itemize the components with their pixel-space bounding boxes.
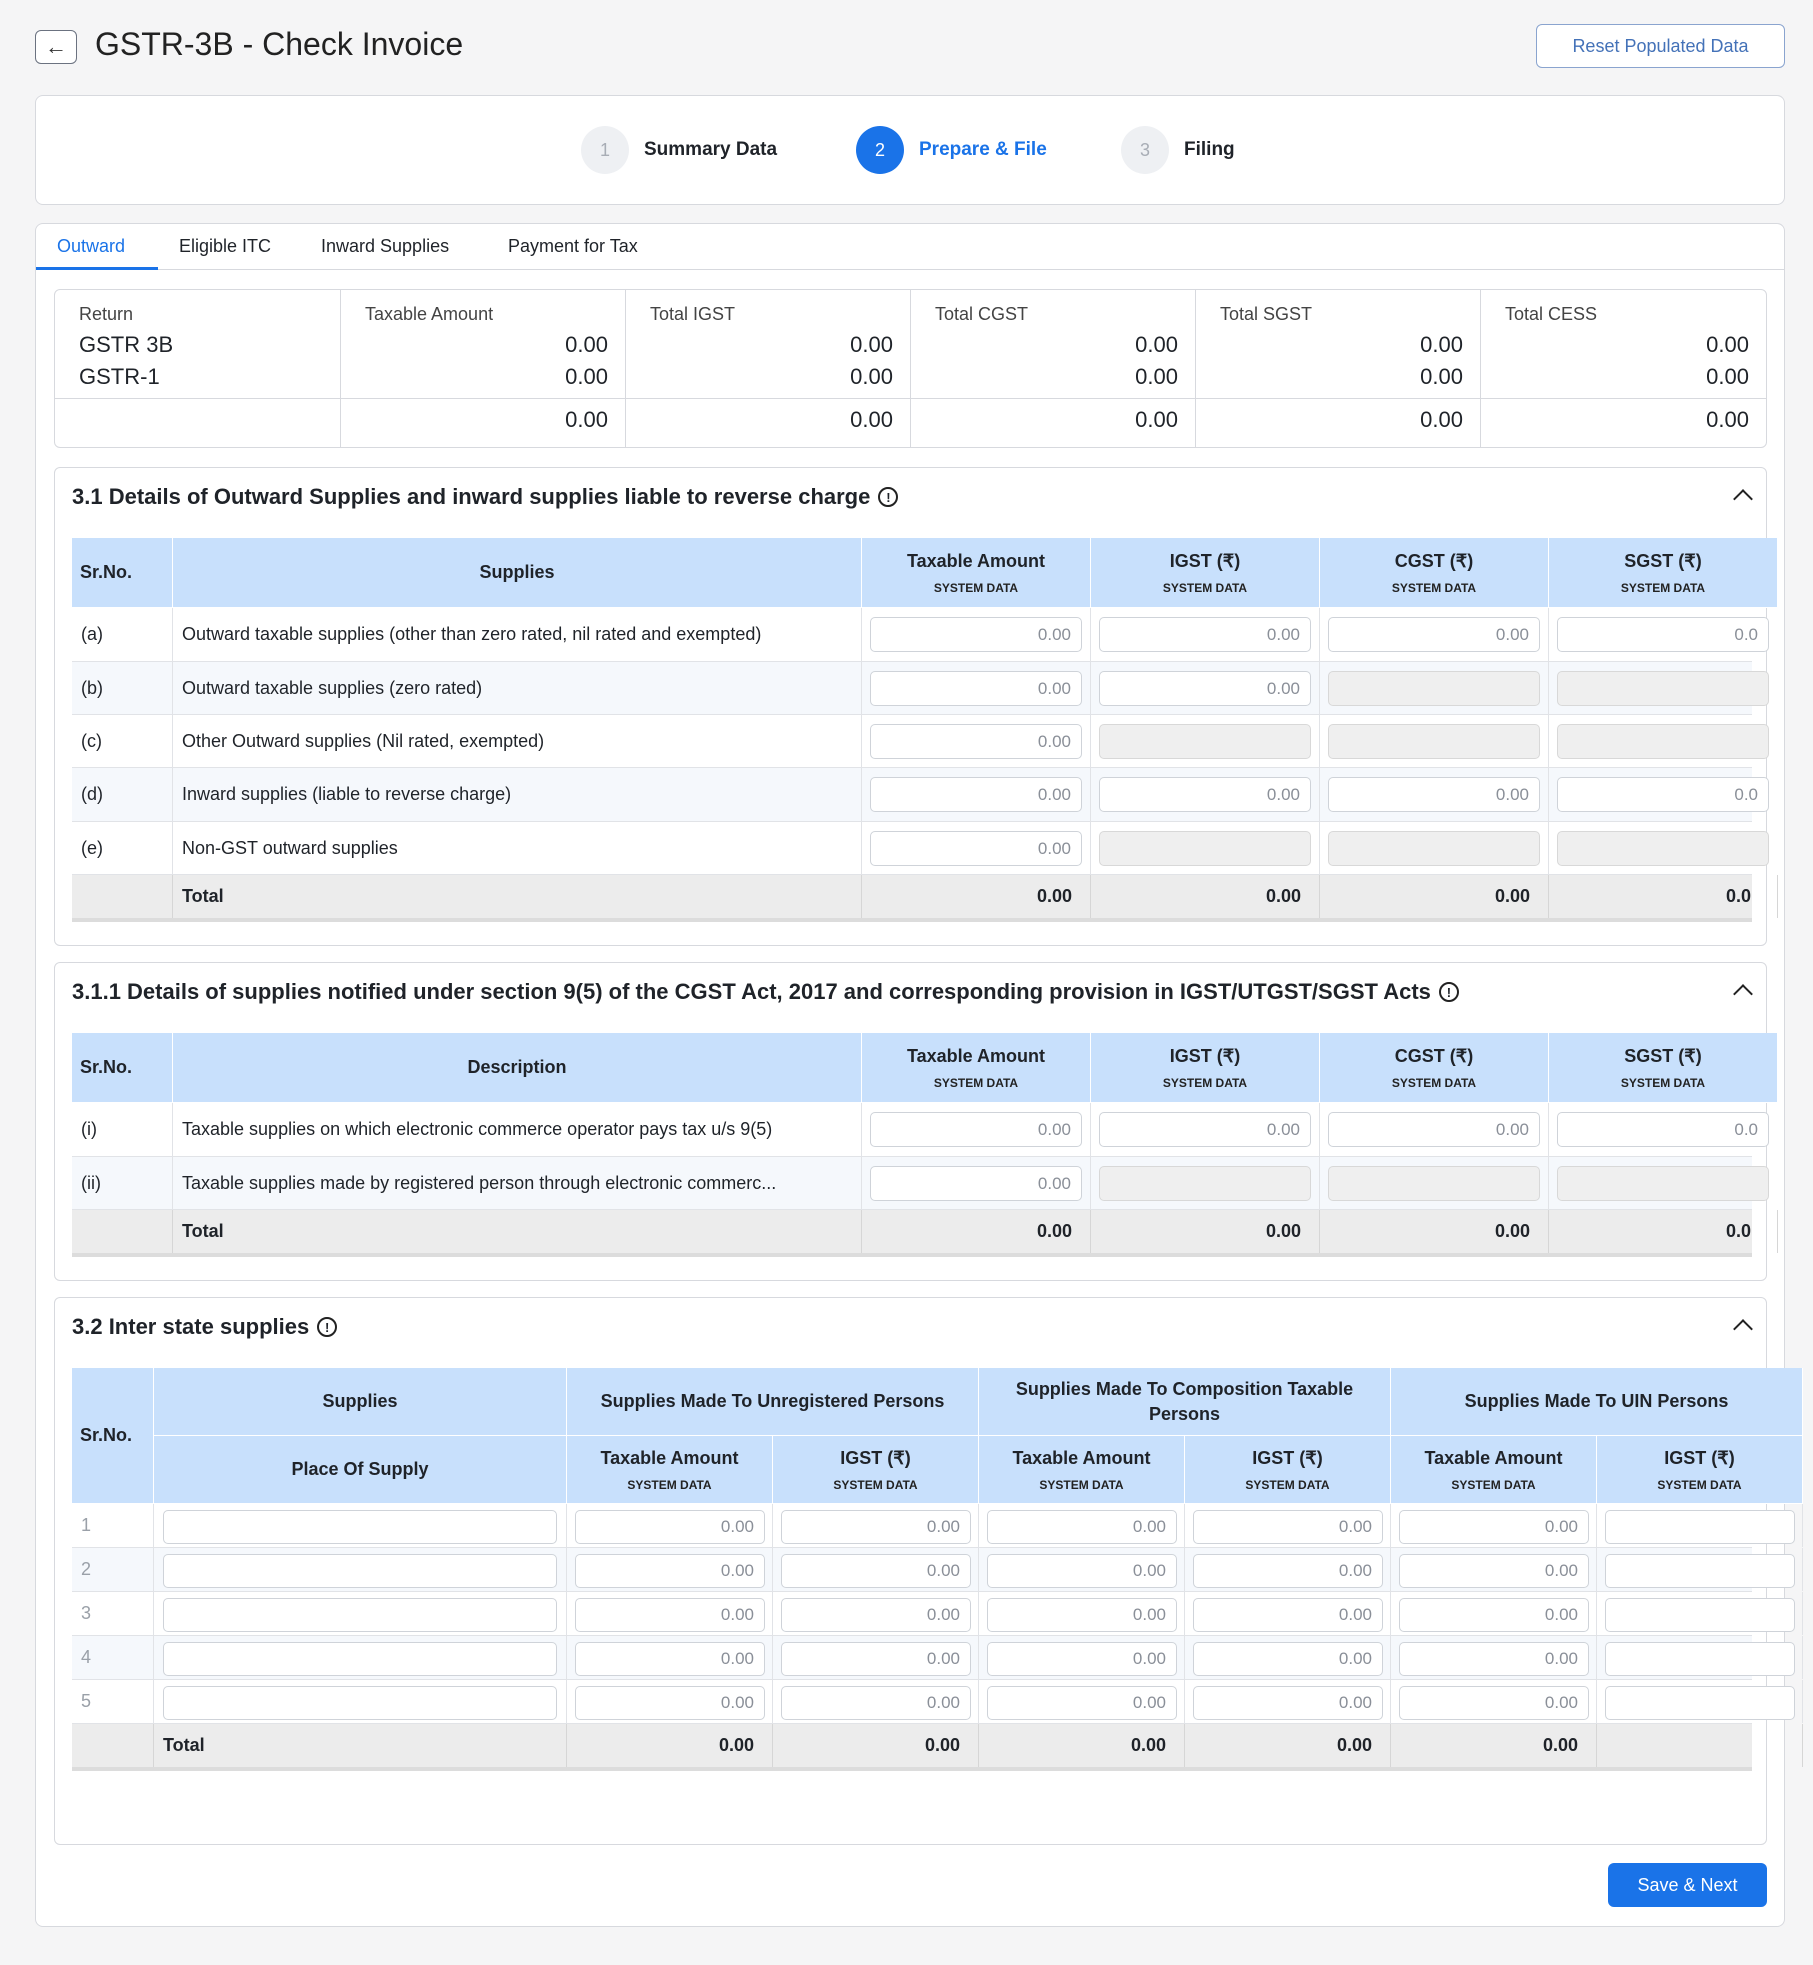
step-filing[interactable]: [1121, 126, 1235, 174]
tab-payment-for-tax[interactable]: Payment for Tax: [508, 236, 638, 256]
row-label: Outward taxable supplies (other than zero rated, nil rated and exempted): [173, 608, 862, 661]
amount-input[interactable]: 0.00: [781, 1642, 971, 1676]
table-3-1: [72, 538, 1758, 930]
row-srno: (b): [72, 662, 173, 714]
summary-value: 0.00: [1420, 332, 1463, 357]
igst-input[interactable]: 0.00: [1099, 671, 1311, 706]
chevron-up-icon[interactable]: [1733, 489, 1753, 509]
cgst-input-disabled: [1328, 1166, 1540, 1201]
table-row: [72, 608, 1758, 662]
col-header-supplies: Supplies: [154, 1368, 567, 1436]
amount-input[interactable]: 0.00: [1193, 1642, 1383, 1676]
taxable-input[interactable]: 0.00: [870, 777, 1082, 812]
amount-input[interactable]: 0.00: [781, 1598, 971, 1632]
total-label: Total: [154, 1724, 567, 1767]
tab-bar: [36, 224, 1784, 270]
taxable-input[interactable]: 0.00: [870, 831, 1082, 866]
save-next-button[interactable]: Save & Next: [1608, 1863, 1767, 1907]
amount-input[interactable]: 0.00: [1399, 1686, 1589, 1720]
cgst-input-disabled: [1328, 724, 1540, 759]
table-row: [72, 1504, 1752, 1548]
stepper: [35, 95, 1785, 205]
cgst-input-disabled: [1328, 671, 1540, 706]
total-value: 0.00: [773, 1724, 979, 1767]
cell: [1597, 1724, 1803, 1767]
info-icon[interactable]: !: [878, 487, 898, 507]
col-header-taxable: [1391, 1436, 1597, 1504]
row-srno: (a): [72, 608, 173, 661]
col-header-igst: [1597, 1436, 1803, 1504]
header-label: Taxable Amount: [600, 1448, 739, 1469]
place-of-supply-input[interactable]: [163, 1686, 557, 1720]
summary-diff: 0.00: [850, 407, 893, 432]
total-value: 0.00: [567, 1724, 773, 1767]
igst-input-disabled: [1099, 724, 1311, 759]
amount-input[interactable]: 0.00: [575, 1510, 765, 1544]
sgst-input-disabled: [1557, 831, 1769, 866]
summary-head: Total CESS: [1505, 304, 1598, 324]
amount-input[interactable]: 0.00: [575, 1686, 765, 1720]
tab-inward-supplies[interactable]: Inward Supplies: [321, 236, 450, 256]
table-row: [72, 1592, 1752, 1636]
header-sub: SYSTEM DATA: [1657, 1477, 1742, 1492]
header-label: IGST (₹): [1252, 1448, 1323, 1469]
table-row: [72, 662, 1752, 715]
col-header-unregistered: Supplies Made To Unregistered Persons: [567, 1368, 979, 1436]
summary-diff: 0.00: [565, 407, 608, 432]
section-3-2: [54, 1297, 1767, 1845]
step-label: Prepare & File: [919, 139, 1047, 160]
cgst-input[interactable]: 0.00: [1328, 1112, 1540, 1147]
col-header-igst: [1185, 1436, 1391, 1504]
total-igst: 0.00: [1091, 1210, 1320, 1253]
step-prepare-file[interactable]: [856, 126, 1047, 174]
section-title: [72, 1314, 337, 1340]
total-igst: 0.00: [1091, 875, 1320, 918]
row-srno: (e): [72, 822, 173, 874]
summary-col: [1480, 290, 1766, 447]
taxable-input[interactable]: 0.00: [870, 1112, 1082, 1147]
header-sub: SYSTEM DATA: [1162, 1075, 1248, 1090]
amount-input[interactable]: 0.00: [575, 1642, 765, 1676]
header-sub: SYSTEM DATA: [627, 1477, 712, 1492]
section-title-text: 3.1.1 Details of supplies notified under section 9(5) of the CGST Act, 2017 and corresponding provision in IGST/UTGST/SGST Acts: [72, 979, 1431, 1004]
table-3-1-1: [72, 1033, 1758, 1266]
amount-input[interactable]: 0.00: [781, 1686, 971, 1720]
summary-col: [340, 290, 625, 447]
place-of-supply-input[interactable]: [163, 1554, 557, 1588]
summary-value: 0.00: [1706, 364, 1749, 389]
col-header-supplies: Supplies: [173, 538, 862, 608]
igst-input-disabled: [1099, 1166, 1311, 1201]
taxable-input[interactable]: 0.00: [870, 724, 1082, 759]
sgst-input-disabled: [1557, 671, 1769, 706]
igst-input[interactable]: [1605, 1686, 1795, 1720]
header-sub: SYSTEM DATA: [1039, 1477, 1124, 1492]
summary-value: 0.00: [850, 364, 893, 389]
row-srno: (d): [72, 768, 173, 821]
total-value: 0.00: [1391, 1724, 1597, 1767]
sgst-input[interactable]: 0.0: [1557, 1112, 1769, 1147]
cgst-input[interactable]: 0.00: [1328, 777, 1540, 812]
header-sub: SYSTEM DATA: [833, 1477, 918, 1492]
header-label: IGST (₹): [840, 1448, 911, 1469]
summary-value: 0.00: [1135, 364, 1178, 389]
step-number: 1: [581, 126, 629, 174]
header-label: Taxable Amount: [1424, 1448, 1563, 1469]
row-label: Inward supplies (liable to reverse charge): [173, 768, 862, 821]
header-label: IGST (₹): [1169, 1046, 1241, 1067]
amount-input[interactable]: 0.00: [1399, 1510, 1589, 1544]
amount-input[interactable]: 0.00: [575, 1554, 765, 1588]
section-3-1: [54, 467, 1767, 946]
header-label: Taxable Amount: [1012, 1448, 1151, 1469]
col-header-place-of-supply: Place Of Supply: [154, 1436, 567, 1504]
section-title-text: 3.2 Inter state supplies: [72, 1314, 310, 1339]
header-label: SGST (₹): [1624, 1046, 1702, 1067]
taxable-input[interactable]: 0.00: [870, 671, 1082, 706]
amount-input[interactable]: 0.00: [1193, 1598, 1383, 1632]
amount-input[interactable]: 0.00: [987, 1686, 1177, 1720]
tab-outward[interactable]: Outward: [57, 236, 126, 256]
summary-value: 0.00: [1706, 332, 1749, 357]
sgst-input[interactable]: 0.0: [1557, 617, 1769, 652]
header-sub: SYSTEM DATA: [1245, 1477, 1330, 1492]
row-srno: 2: [72, 1548, 154, 1591]
igst-input[interactable]: [1605, 1554, 1795, 1588]
igst-input[interactable]: 0.00: [1099, 617, 1311, 652]
total-taxable: 0.00: [862, 1210, 1091, 1253]
total-row: [72, 1210, 1752, 1257]
col-header-composition: Supplies Made To Composition Taxable Persons: [979, 1368, 1391, 1436]
total-value: 0.00: [979, 1724, 1185, 1767]
amount-input[interactable]: 0.00: [987, 1510, 1177, 1544]
header-sub: SYSTEM DATA: [1620, 1075, 1706, 1090]
col-header-igst: [1091, 538, 1320, 608]
step-summary-data[interactable]: [581, 126, 777, 174]
header-sub: SYSTEM DATA: [1620, 580, 1706, 595]
section-title: [72, 484, 898, 510]
cgst-input-disabled: [1328, 831, 1540, 866]
col-header-cgst: [1320, 1033, 1549, 1103]
summary-divider: [55, 398, 1766, 399]
section-title-text: 3.1 Details of Outward Supplies and inward supplies liable to reverse charge: [72, 484, 871, 509]
summary-head: Total IGST: [650, 304, 736, 324]
row-srno: 5: [72, 1680, 154, 1723]
amount-input[interactable]: 0.00: [987, 1598, 1177, 1632]
total-label: Total: [173, 1210, 862, 1253]
total-cgst: 0.00: [1320, 875, 1549, 918]
row-label: Outward taxable supplies (zero rated): [173, 662, 862, 714]
sgst-input-disabled: [1557, 1166, 1769, 1201]
total-value: 0.00: [1185, 1724, 1391, 1767]
sgst-input-disabled: [1557, 724, 1769, 759]
igst-input[interactable]: [1605, 1598, 1795, 1632]
header-label: Taxable Amount: [906, 551, 1045, 572]
col-header-cgst: [1320, 538, 1549, 608]
table-3-2: [72, 1368, 1752, 1830]
taxable-input[interactable]: 0.00: [870, 617, 1082, 652]
taxable-input[interactable]: 0.00: [870, 1166, 1082, 1201]
row-label: Other Outward supplies (Nil rated, exempted): [173, 715, 862, 767]
header-label: CGST (₹): [1394, 1046, 1474, 1067]
summary-value: 0.00: [565, 332, 608, 357]
cgst-input[interactable]: 0.00: [1328, 617, 1540, 652]
igst-input[interactable]: [1605, 1510, 1795, 1544]
header-sub: SYSTEM DATA: [1391, 580, 1477, 595]
header-label: IGST (₹): [1169, 551, 1241, 572]
amount-input[interactable]: 0.00: [1193, 1510, 1383, 1544]
table-row: [72, 1157, 1752, 1210]
col-header-igst: [773, 1436, 979, 1504]
summary-head: Return: [79, 304, 134, 324]
summary-diff: 0.00: [1135, 407, 1178, 432]
info-icon[interactable]: !: [1439, 982, 1459, 1002]
step-number: 3: [1121, 126, 1169, 174]
page-title: GSTR-3B - Check Invoice: [95, 26, 464, 62]
amount-input[interactable]: 0.00: [1193, 1554, 1383, 1588]
summary-head: Total SGST: [1220, 304, 1313, 324]
place-of-supply-input[interactable]: [163, 1598, 557, 1632]
table-row: [72, 1636, 1752, 1680]
return-name: GSTR-1: [79, 364, 160, 389]
row-label: Non-GST outward supplies: [173, 822, 862, 874]
summary-value: 0.00: [1420, 364, 1463, 389]
total-sgst: 0.0: [1549, 875, 1778, 918]
amount-input[interactable]: 0.00: [1399, 1554, 1589, 1588]
summary-diff: 0.00: [1420, 407, 1463, 432]
header-sub: SYSTEM DATA: [933, 1075, 1019, 1090]
arrow-left-icon: ←: [45, 34, 67, 59]
row-srno: 4: [72, 1636, 154, 1679]
table-row: [72, 1548, 1752, 1592]
table-row: [72, 1680, 1752, 1724]
section-3-1-1: [54, 962, 1767, 1281]
amount-input[interactable]: 0.00: [1193, 1686, 1383, 1720]
amount-input[interactable]: 0.00: [1399, 1642, 1589, 1676]
return-name: GSTR 3B: [79, 332, 174, 357]
summary-return-col: [55, 290, 340, 447]
header-label: SGST (₹): [1624, 551, 1702, 572]
igst-input[interactable]: [1605, 1642, 1795, 1676]
total-row: [72, 1724, 1752, 1771]
row-label: Taxable supplies on which electronic commerce operator pays tax u/s 9(5): [173, 1103, 862, 1156]
col-header-sgst: [1549, 1033, 1778, 1103]
section-title: [72, 979, 1459, 1005]
row-srno: (c): [72, 715, 173, 767]
col-header-taxable: [979, 1436, 1185, 1504]
place-of-supply-input[interactable]: [163, 1642, 557, 1676]
table-row: [72, 768, 1758, 822]
col-header-igst: [1091, 1033, 1320, 1103]
amount-input[interactable]: 0.00: [781, 1554, 971, 1588]
col-header-sgst: [1549, 538, 1778, 608]
total-label: Total: [173, 875, 862, 918]
summary-head: Total CGST: [935, 304, 1029, 324]
header-sub: SYSTEM DATA: [933, 580, 1019, 595]
table-row: [72, 715, 1752, 768]
chevron-up-icon[interactable]: [1733, 984, 1753, 1004]
amount-input[interactable]: 0.00: [781, 1510, 971, 1544]
amount-input[interactable]: 0.00: [987, 1554, 1177, 1588]
col-header-description: Description: [173, 1033, 862, 1103]
amount-input[interactable]: 0.00: [987, 1642, 1177, 1676]
chevron-up-icon[interactable]: [1733, 1319, 1753, 1339]
row-srno: (i): [72, 1103, 173, 1156]
summary-col: [1195, 290, 1480, 447]
info-icon[interactable]: !: [317, 1317, 337, 1337]
igst-input[interactable]: 0.00: [1099, 777, 1311, 812]
col-header-taxable: [862, 538, 1091, 608]
summary-col: [625, 290, 910, 447]
cell: [72, 1210, 173, 1253]
step-number: 2: [856, 126, 904, 174]
table-row: [72, 1103, 1758, 1157]
amount-input[interactable]: 0.00: [575, 1598, 765, 1632]
tab-eligible-itc[interactable]: Eligible ITC: [179, 236, 272, 256]
header-sub: SYSTEM DATA: [1391, 1075, 1477, 1090]
col-header-taxable: [567, 1436, 773, 1504]
main-panel: [35, 223, 1785, 1927]
place-of-supply-input[interactable]: [163, 1510, 557, 1544]
header-label: Taxable Amount: [906, 1046, 1045, 1067]
back-button[interactable]: [35, 30, 77, 64]
col-header-srno: Sr.No.: [72, 1368, 154, 1504]
reset-populated-data-button[interactable]: Reset Populated Data: [1536, 24, 1785, 68]
cell: [72, 875, 173, 918]
header-label: IGST (₹): [1664, 1448, 1735, 1469]
igst-input-disabled: [1099, 831, 1311, 866]
step-label: Summary Data: [644, 139, 778, 160]
summary-value: 0.00: [1135, 332, 1178, 357]
col-header-taxable: [862, 1033, 1091, 1103]
header-sub: SYSTEM DATA: [1162, 580, 1248, 595]
table-row: [72, 822, 1752, 875]
col-header-uin: Supplies Made To UIN Persons: [1391, 1368, 1803, 1436]
total-sgst: 0.0: [1549, 1210, 1778, 1253]
summary-value: 0.00: [565, 364, 608, 389]
header-sub: SYSTEM DATA: [1451, 1477, 1536, 1492]
col-header-srno: Sr.No.: [72, 1033, 173, 1103]
summary-diff: 0.00: [1706, 407, 1749, 432]
total-taxable: 0.00: [862, 875, 1091, 918]
summary-table: [54, 289, 1767, 448]
step-label: Filing: [1184, 139, 1235, 160]
amount-input[interactable]: 0.00: [1399, 1598, 1589, 1632]
igst-input[interactable]: 0.00: [1099, 1112, 1311, 1147]
total-cgst: 0.00: [1320, 1210, 1549, 1253]
active-tab-indicator: [36, 267, 158, 270]
sgst-input[interactable]: 0.0: [1557, 777, 1769, 812]
row-label: Taxable supplies made by registered person through electronic commerc...: [173, 1157, 862, 1209]
total-row: [72, 875, 1752, 922]
row-srno: (ii): [72, 1157, 173, 1209]
summary-value: 0.00: [850, 332, 893, 357]
col-header-srno: Sr.No.: [72, 538, 173, 608]
cell: [72, 1724, 154, 1767]
header-label: CGST (₹): [1394, 551, 1474, 572]
summary-col: [910, 290, 1195, 447]
summary-head: Taxable Amount: [365, 304, 494, 324]
row-srno: 3: [72, 1592, 154, 1635]
row-srno: 1: [72, 1504, 154, 1547]
